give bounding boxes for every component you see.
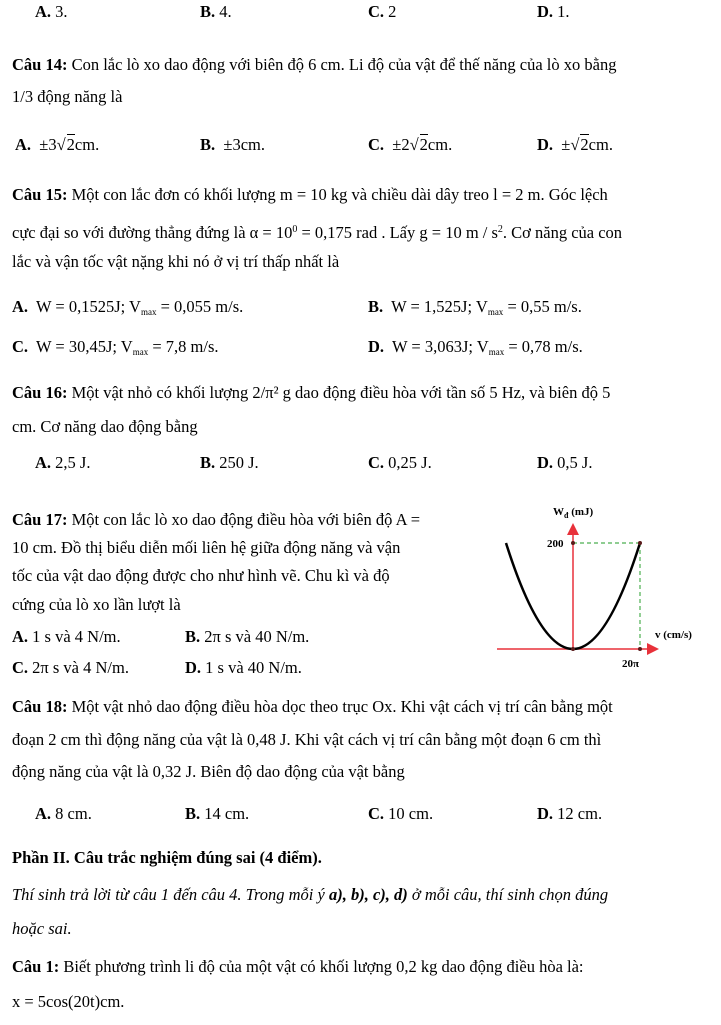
q15-option-b: B. W = 1,525J; $V_{max} = 0,55$ m/s. (368, 297, 582, 317)
q17-option-a: A. 1 s và 4 N/m. (12, 627, 121, 646)
q16-option-d: D. 0,5 J. (537, 453, 593, 472)
x-axis-label: v (cm/s) (655, 629, 692, 641)
q15-stem-3: lắc và vận tốc vật nặng khi nó ở vị trí thấp nhất là (12, 252, 340, 271)
q18-stem-2: đoạn 2 cm thì động năng của vật là 0,48 J. Khi vật cách vị trí cân bằng một đoạn 6 cm thì (12, 730, 602, 749)
part2-instructions-2: hoặc sai. (12, 919, 72, 938)
q18-option-d: D. 12 cm. (537, 804, 603, 823)
part2-title: Phần II. Câu trắc nghiệm đúng sai (4 điểm). (12, 848, 322, 867)
q18-option-a: A. 8 cm. (35, 804, 92, 823)
q18-stem-3: động năng của vật là 0,32 J. Biên độ dao động của vật bằng (12, 762, 405, 781)
x-tick-label: 20π (622, 658, 640, 670)
q15-stem: Câu 15: Một con lắc đơn có khối lượng m = 10 kg và chiều dài dây treo l = 2 m. Góc lệch (12, 185, 608, 204)
q17-stem-4: cứng của lò xo lần lượt là (12, 595, 181, 614)
q17-option-b: B. 2π s và 40 N/m. (185, 627, 310, 646)
q17-stem: Câu 17: Một con lắc lò xo dao động điều hòa với biên độ A = (12, 510, 421, 529)
q17-stem-3: tốc của vật dao động được cho như hình vẽ. Chu kì và độ (12, 566, 390, 585)
q16-stem: Câu 16: Một vật nhỏ có khối lượng 2/π² g dao động điều hòa với tần số 5 Hz, và biên độ 5 (12, 383, 611, 402)
q13-option-a: A. 3. (35, 2, 68, 21)
q15-option-c: C. W = 30,45J; $V_{max} = 7,8$ m/s. (12, 337, 219, 357)
q15-option-d: D. W = 3,063J; $V_{max} = 0,78$ m/s. (368, 337, 583, 357)
tick-dot-20pi (638, 647, 642, 651)
q18-stem: Câu 18: Một vật nhỏ dao động điều hòa dọc theo trục Ox. Khi vật cách vị trí cân bằng một (12, 697, 613, 716)
y-axis-label: $W_đ$ (mJ) (553, 506, 594, 520)
q14-option-d: D. ±√2cm. (537, 135, 613, 154)
tick-dot-200 (571, 541, 575, 545)
q14-stem-2: 1/3 động năng là (12, 87, 123, 106)
q18-option-c: C. 10 cm. (368, 804, 434, 823)
q14-option-c: C. ±2√2cm. (368, 135, 453, 154)
q15-option-a: A. W = 0,1525J; $V_{max} = 0,055$ m/s. (12, 297, 244, 317)
q15-stem-2: cực đại so với đường thẳng đứng là $\alpha = 10^0 = 0,175$ rad . Lấy g = 10 m / $s^2$. Cơ năng của con (12, 223, 623, 242)
q14-option-b: B. ±3cm. (200, 135, 265, 154)
q17-option-d: D. 1 s và 40 N/m. (185, 658, 302, 677)
p2q1-stem: Câu 1: Biết phương trình li độ của một vật có khối lượng 0,2 kg dao động điều hòa là: (12, 957, 584, 976)
y-tick-label: 200 (547, 538, 564, 550)
p2q1-formula: x = 5cos(20t)cm. (12, 992, 125, 1011)
part2-instructions: Thí sinh trả lời từ câu 1 đến câu 4. Trong mỗi ý a), b), c), d) ở mỗi câu, thí sinh chọn đúng (12, 885, 609, 904)
q16-option-b: B. 250 J. (200, 453, 259, 472)
q16-option-a: A. 2,5 J. (35, 453, 91, 472)
q13-option-d: D. 1. (537, 2, 570, 21)
corner-dot (638, 541, 642, 545)
q16-option-c: C. 0,25 J. (368, 453, 432, 472)
q14-stem: Câu 14: Con lắc lò xo dao động với biên độ 6 cm. Li độ của vật để thế năng của lò xo bằng (12, 55, 617, 74)
q17-option-c: C. 2π s và 4 N/m. (12, 658, 129, 677)
q13-option-c: C. 2 (368, 2, 397, 21)
origin-dot (571, 647, 575, 651)
q13-option-b: B. 4. (200, 2, 232, 21)
q18-option-b: B. 14 cm. (185, 804, 250, 823)
q17-stem-2: 10 cm. Đồ thị biểu diễn mối liên hệ giữa động năng và vận (12, 538, 401, 557)
q14-option-a: A. ±3√2cm. (15, 135, 100, 154)
q16-stem-2: cm. Cơ năng dao động bằng (12, 417, 198, 436)
